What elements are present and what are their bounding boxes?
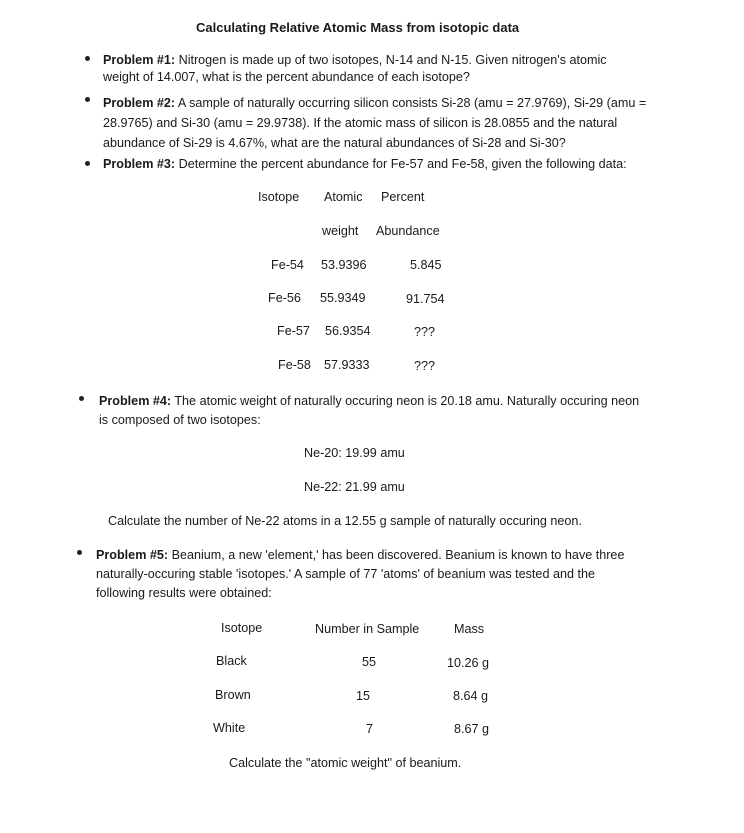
problem-text: 28.9765) and Si-30 (amu = 29.9738). If the atomic mass of silicon is 28.0855 and the natural <box>103 116 618 130</box>
fe-header-weight: weight <box>322 224 359 238</box>
table-cell: Fe-57 <box>277 324 310 338</box>
problem-text: naturally-occuring stable 'isotopes.' A sample of 77 'atoms' of beanium was tested and the <box>96 567 595 581</box>
problem-text: The atomic weight of naturally occuring neon is 20.18 amu. Naturally occuring neon <box>171 394 640 408</box>
table-cell: 5.845 <box>410 258 442 272</box>
neon-isotope-20: Ne-20: 19.99 amu <box>304 446 405 460</box>
problem-label: Problem #4: <box>99 394 172 408</box>
problem-text: A sample of naturally occurring silicon consists Si-28 (amu = 27.9769), Si-29 (amu = <box>175 96 647 110</box>
table-cell: ??? <box>414 359 436 373</box>
table-cell: 7 <box>366 722 374 736</box>
table-cell: ??? <box>414 325 436 339</box>
problem-2 <box>103 93 646 153</box>
bean-header-mass: Mass <box>454 622 485 636</box>
table-cell: Fe-56 <box>268 291 301 305</box>
problem-text: Beanium, a new 'element,' has been discovered. Beanium is known to have three <box>168 548 625 562</box>
problem-5 <box>96 546 624 603</box>
bean-header-isotope: Isotope <box>221 621 263 635</box>
bullet-icon <box>85 97 90 102</box>
table-cell: 8.64 g <box>453 689 489 703</box>
neon-isotope-22: Ne-22: 21.99 amu <box>304 480 405 494</box>
problem-3 <box>103 156 627 173</box>
table-cell: 8.67 g <box>454 722 490 736</box>
bullet-icon <box>85 161 90 166</box>
table-cell: 56.9354 <box>325 324 371 338</box>
table-cell: 15 <box>356 689 371 703</box>
problem-text: abundance of Si-29 is 4.67%, what are the natural abundances of Si-28 and Si-30? <box>103 136 566 150</box>
table-cell: White <box>213 721 246 735</box>
table-cell: Fe-54 <box>271 258 304 272</box>
problem-4 <box>99 392 639 430</box>
problem-label: Problem #2: <box>103 96 176 110</box>
table-cell: Black <box>216 654 247 668</box>
table-cell: 55.9349 <box>320 291 366 305</box>
table-cell: 91.754 <box>406 292 445 306</box>
table-cell: Brown <box>215 688 251 702</box>
problem-text: following results were obtained: <box>96 586 272 600</box>
table-cell: Fe-58 <box>278 358 311 372</box>
final-question: Calculate the "atomic weight" of beanium. <box>229 756 462 770</box>
table-cell: 57.9333 <box>324 358 370 372</box>
bullet-icon <box>77 550 82 555</box>
bullet-icon <box>79 396 84 401</box>
table-cell: 55 <box>362 655 377 669</box>
problem-text: Nitrogen is made up of two isotopes, N-14 and N-15. Given nitrogen's atomic <box>175 53 607 67</box>
problem-label: Problem #3: <box>103 157 176 171</box>
fe-header-percent: Percent <box>381 190 425 204</box>
neon-question: Calculate the number of Ne-22 atoms in a 12.55 g sample of naturally occuring neon. <box>108 514 582 528</box>
problem-text: weight of 14.007, what is the percent abundance of each isotope? <box>103 70 470 84</box>
bean-header-number: Number in Sample <box>315 622 420 636</box>
problem-label: Problem #1: <box>103 53 176 67</box>
problem-1 <box>103 52 607 86</box>
fe-header-atomic: Atomic <box>324 190 363 204</box>
problem-text: is composed of two isotopes: <box>99 413 261 427</box>
problem-text: Determine the percent abundance for Fe-57 and Fe-58, given the following data: <box>175 157 627 171</box>
bullet-icon <box>85 56 90 61</box>
fe-header-abundance: Abundance <box>376 224 440 238</box>
problem-label: Problem #5: <box>96 548 169 562</box>
table-cell: 10.26 g <box>447 656 490 670</box>
fe-header-isotope: Isotope <box>258 190 300 204</box>
table-cell: 53.9396 <box>321 258 367 272</box>
page-title: Calculating Relative Atomic Mass from isotopic data <box>196 20 520 35</box>
